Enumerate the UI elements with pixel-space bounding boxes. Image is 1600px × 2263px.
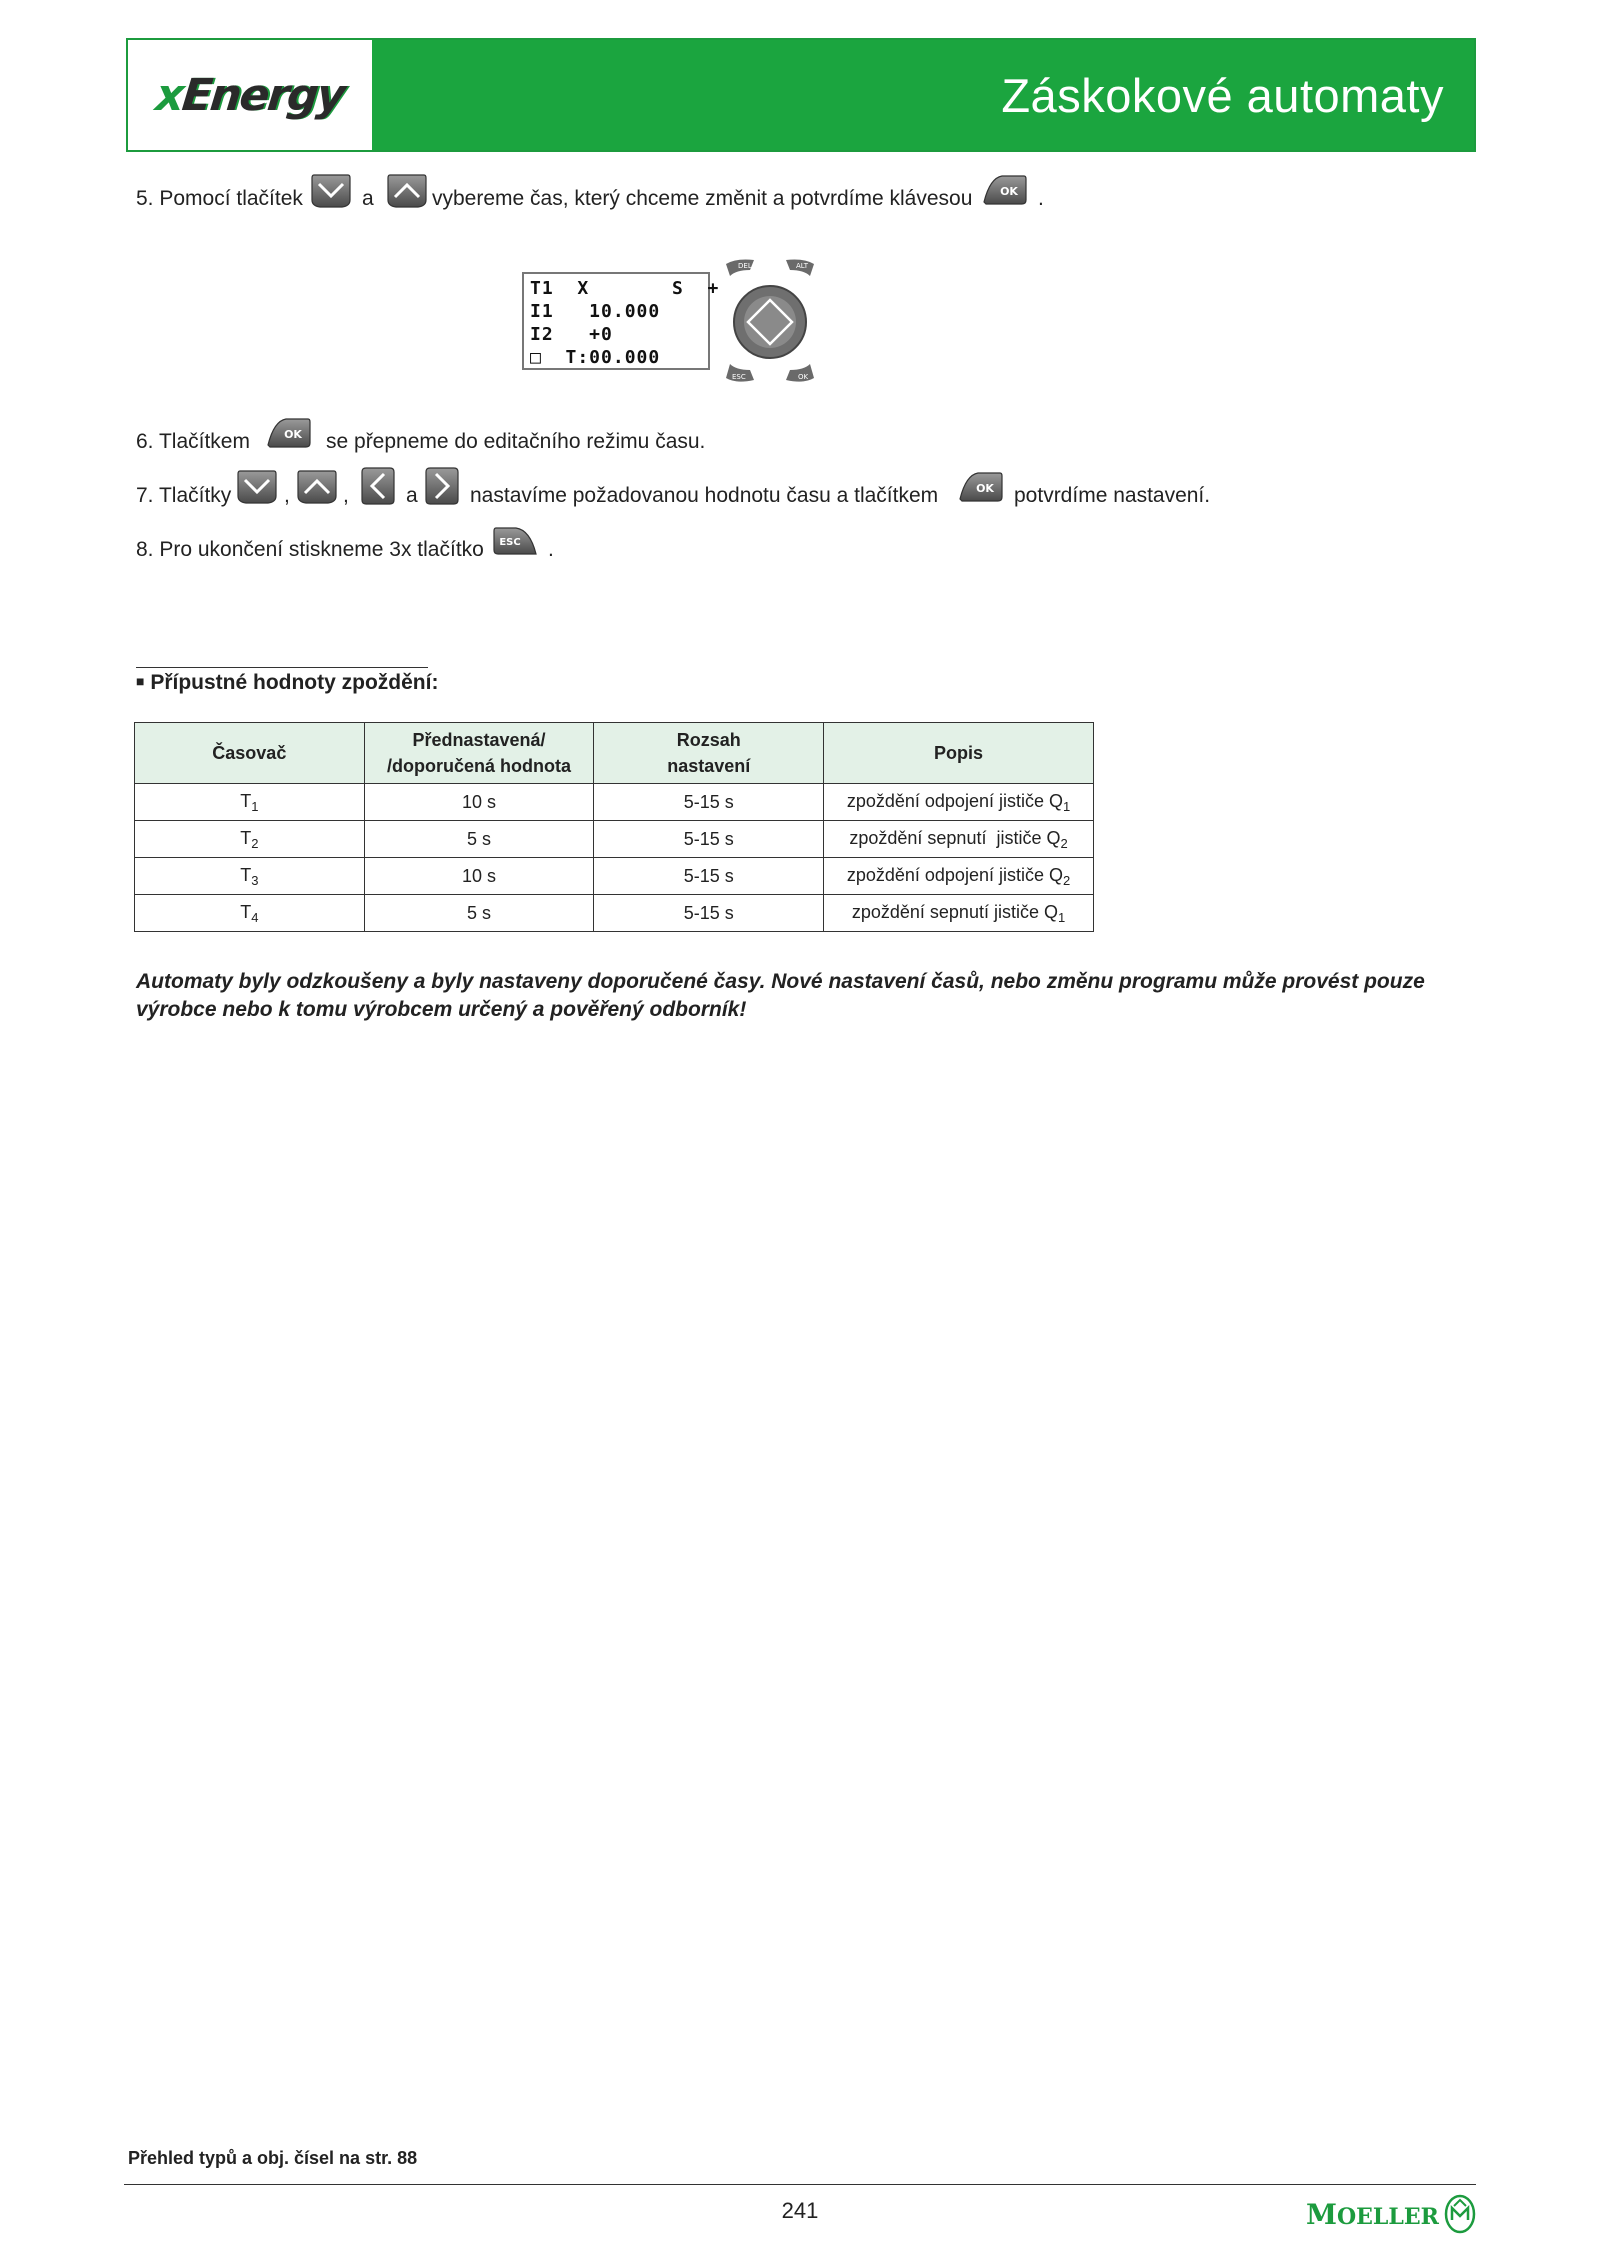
step-5-end: . [1038, 187, 1044, 210]
preset-cell: 5 s [364, 895, 594, 932]
page-header [126, 38, 1476, 152]
keypad-illustration [722, 256, 818, 384]
preset-cell: 10 s [364, 784, 594, 821]
description-cell [824, 784, 1094, 821]
timer-subscript: 2 [251, 835, 259, 851]
page-title: Záskokové automaty [1001, 69, 1444, 122]
step-8-end: . [548, 538, 554, 561]
up-arrow-button-icon [296, 468, 338, 506]
table-row [135, 821, 1094, 858]
description-subscript: 2 [1060, 835, 1068, 851]
step-7-comma: , [284, 484, 290, 507]
preset-cell: 5 s [364, 821, 594, 858]
description-cell [824, 821, 1094, 858]
xenergy-logo [128, 40, 372, 150]
timer-cell [135, 858, 365, 895]
description-cell [824, 858, 1094, 895]
step-6-text-b: se přepneme do editačního režimu času. [326, 430, 706, 453]
timer-name: T [240, 864, 252, 885]
step-7-text-a: 7. Tlačítky [136, 484, 232, 507]
description-subscript: 1 [1057, 909, 1066, 925]
timer-cell [135, 784, 365, 821]
description-text: zpoždění odpojení jističe Q [846, 790, 1063, 811]
column-header: Popis [824, 723, 1094, 784]
range-cell: 5-15 s [594, 784, 824, 821]
range-cell: 5-15 s [594, 858, 824, 895]
description-cell [824, 895, 1094, 932]
lcd-line: I1 10.000 [530, 301, 661, 322]
table-row [135, 784, 1094, 821]
step-7-text-b: nastavíme požadovanou hodnotu času a tlačítkem [470, 484, 939, 507]
preset-cell: 10 s [364, 858, 594, 895]
left-arrow-button-icon [360, 466, 396, 506]
timer-name: T [240, 901, 252, 922]
timer-cell [135, 895, 365, 932]
description-text: zpoždění sepnutí jističe Q [849, 827, 1061, 848]
table-row [135, 895, 1094, 932]
column-header: Přednastavená/ /doporučená hodnota [364, 723, 594, 784]
delay-values-table [134, 722, 1094, 932]
timer-subscript: 1 [251, 798, 259, 814]
moeller-logo-icon [1444, 2194, 1476, 2234]
timer-name: T [240, 827, 252, 848]
table-row [135, 858, 1094, 895]
range-cell: 5-15 s [594, 821, 824, 858]
ok-button-icon [958, 469, 1004, 503]
logo-text: xEnergy [153, 69, 347, 121]
ok-button-icon [266, 415, 312, 449]
step-5-text-a: 5. Pomocí tlačítek [136, 187, 303, 210]
esc-key-label: ESC [732, 373, 746, 381]
timer-name: T [240, 790, 252, 811]
step-8-text: 8. Pro ukončení stiskneme 3x tlačítko [136, 538, 484, 561]
column-header: Časovač [135, 723, 365, 784]
lcd-line: T1 X S + [530, 278, 720, 299]
del-key-label: DEL [738, 262, 752, 270]
section-rule [136, 667, 428, 668]
section-heading [136, 671, 438, 695]
lcd-line: I2 +0 [530, 324, 613, 345]
footer-reference: Přehled typů a obj. čísel na str. 88 [128, 2148, 418, 2168]
down-arrow-button-icon [310, 172, 352, 210]
ok-button-icon [982, 172, 1028, 206]
title-band [372, 40, 1474, 150]
right-arrow-button-icon [424, 466, 460, 506]
footer-rule [124, 2184, 1476, 2185]
lcd-display [522, 272, 720, 370]
step-6-text-a: 6. Tlačítkem [136, 430, 250, 453]
step-7-comma: , [343, 484, 349, 507]
up-arrow-button-icon [386, 172, 428, 210]
step-7-text-c: potvrdíme nastavení. [1014, 484, 1211, 507]
timer-subscript: 3 [251, 872, 259, 888]
description-subscript: 2 [1062, 872, 1071, 888]
step-5-text-b: vybereme čas, který chceme změnit a potvrdíme klávesou [432, 187, 973, 210]
section-heading-text: Přípustné hodnoty zpoždění: [150, 671, 439, 694]
warning-note: Automaty byly odzkoušeny a byly nastaveny doporučené časy. Nové nastavení časů, nebo změnu programu může provést pouze výrobce nebo k tomu výrobcem určený a pověřený odborník! [136, 970, 1425, 1021]
alt-key-label: ALT [796, 262, 809, 270]
timer-cell [135, 821, 365, 858]
range-cell: 5-15 s [594, 895, 824, 932]
step-5-and: a [362, 187, 374, 210]
page-number: 241 [781, 2198, 819, 2223]
column-header: Rozsah nastavení [594, 723, 824, 784]
ok-key-label: OK [798, 373, 809, 381]
brand-initial: M [1306, 2198, 1337, 2231]
table-header-row [135, 723, 1094, 784]
down-arrow-button-icon [236, 468, 278, 506]
step-7-and: a [406, 484, 418, 507]
bullet-square-icon: ■ [136, 673, 145, 689]
moeller-brand [1306, 2198, 1439, 2231]
description-text: zpoždění odpojení jističe Q [846, 864, 1063, 885]
lcd-line: □ T:00.000 [530, 347, 661, 368]
description-subscript: 1 [1062, 798, 1071, 814]
esc-button-icon [492, 524, 538, 558]
timer-subscript: 4 [251, 909, 259, 925]
brand-rest: OELLER [1337, 2204, 1439, 2230]
description-text: zpoždění sepnutí jističe Q [851, 901, 1058, 922]
